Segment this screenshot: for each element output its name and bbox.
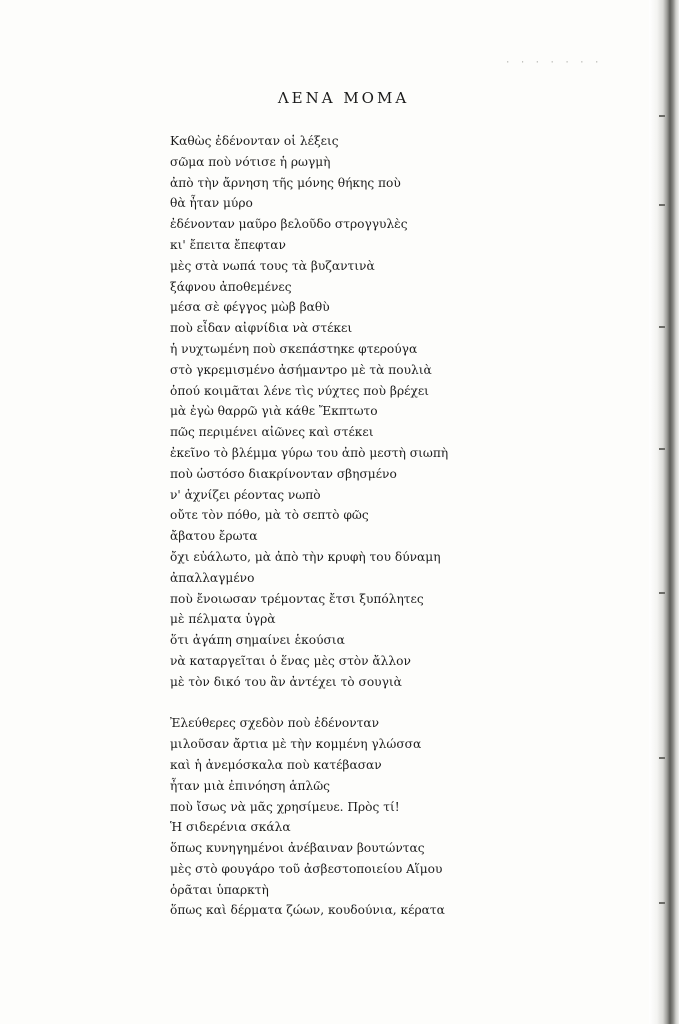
poem-line: Ἐλεύθερες σχεδὸν ποὺ ἐδένονταν [170, 716, 380, 731]
poem-line: νὰ καταργεῖται ὁ ἕνας μὲς στὸν ἄλλον [170, 653, 411, 668]
binding-mark [659, 757, 665, 759]
poem-title: ΛΕΝΑ ΜΟΜΑ [277, 89, 410, 107]
poem-line: ἀπὸ τὴν ἄρνηση τῆς μόνης θήκης ποὺ [170, 175, 401, 190]
scan-speckle: · · · · · · · [505, 58, 602, 68]
binding-mark [659, 592, 665, 594]
poem-line: μιλοῦσαν ἄρτια μὲ τὴν κομμένη γλώσσα [170, 737, 422, 752]
poem-line: ὅπως καὶ δέρματα ζώων, κουδούνια, κέρατα [170, 903, 445, 918]
binding-mark [659, 448, 665, 450]
book-binding-edge [649, 0, 679, 1024]
poem-line: Ἡ σιδερένια σκάλα [170, 820, 291, 835]
poem-line: μὲς στὰ νωπά τους τὰ βυζαντινὰ [170, 258, 375, 273]
poem-line: μὲ τὸν δικό του ἂν ἀντέχει τὸ σουγιὰ [170, 674, 402, 689]
poem-line: ἐκεῖνο τὸ βλέμμα γύρω του ἀπὸ μεστὴ σιωπὴ [170, 445, 449, 460]
poem-line: ἐδένονταν μαῦρο βελοῦδο στρογγυλὲς [170, 217, 408, 232]
binding-mark [659, 204, 665, 206]
binding-mark [659, 326, 665, 328]
poem-line: ν' ἀχνίζει ρέοντας νωπὸ [170, 487, 321, 502]
poem-line: μέσα σὲ φέγγος μὼβ βαθὺ [170, 300, 330, 315]
poem-line: πῶς περιμένει αἰῶνες καὶ στέκει [170, 425, 374, 440]
poem-line: ποὺ εἶδαν αἰφνίδια νὰ στέκει [170, 321, 353, 336]
binding-mark [659, 115, 665, 117]
poem-line: κι' ἔπειτα ἔπεφταν [170, 237, 286, 252]
binding-mark [659, 902, 665, 904]
poem-line: στὸ γκρεμισμένο ἀσήμαντρο μὲ τὰ πουλιὰ [170, 362, 432, 377]
poem-line: ξάφνου ἀποθεμένες [170, 279, 292, 294]
poem-line: θὰ ἦταν μύρο [170, 196, 253, 211]
poem-line: ὁρᾶται ὑπαρκτὴ [170, 882, 269, 897]
poem-line: σῶμα ποὺ νότισε ἡ ρωγμὴ [170, 154, 331, 169]
poem-body [170, 131, 630, 921]
poem-line: ἄβατου ἔρωτα [170, 529, 258, 544]
poem-line: οὔτε τὸν πόθο, μὰ τὸ σεπτὸ φῶς [170, 508, 369, 523]
poem-line: ποὺ ὡστόσο διακρίνονταν σβησμένο [170, 466, 397, 481]
poem-line: καὶ ἡ ἀνεμόσκαλα ποὺ κατέβασαν [170, 757, 382, 772]
poem-line: ἡ νυχτωμένη ποὺ σκεπάστηκε φτερούγα [170, 341, 418, 356]
poem-line: ὁπού κοιμᾶται λένε τὶς νύχτες ποὺ βρέχει [170, 383, 429, 398]
poem-line: ὅτι ἀγάπη σημαίνει ἑκούσια [170, 633, 345, 648]
poem-line: ὄχι εὐάλωτο, μὰ ἀπὸ τὴν κρυφὴ του δύναμη [170, 549, 441, 564]
poem-line: ὅπως κυνηγημένοι ἀνέβαιναν βουτώντας [170, 841, 425, 856]
poem-line: ποὺ ἔνοιωσαν τρέμοντας ἔτσι ξυπόλητες [170, 591, 424, 606]
poem-line: ἀπαλλαγμένο [170, 570, 255, 585]
poem-line: μὲς στὸ φουγάρο τοῦ ἀσβεστοποιείου Αἵμου [170, 861, 443, 876]
poem-line: ποὺ ἴσως νὰ μᾶς χρησίμευε. Πρὸς τί! [170, 799, 400, 814]
stanza-gap [170, 693, 630, 714]
poem-line: μὰ ἐγὼ θαρρῶ γιὰ κάθε Ἔκπτωτο [170, 404, 378, 419]
poem-line: μὲ πέλματα ὑγρὰ [170, 612, 276, 627]
poem-line: Καθὼς ἐδένονταν οἱ λέξεις [170, 134, 339, 148]
poem-line: ἦταν μιὰ ἐπινόηση ἁπλῶς [170, 778, 330, 793]
